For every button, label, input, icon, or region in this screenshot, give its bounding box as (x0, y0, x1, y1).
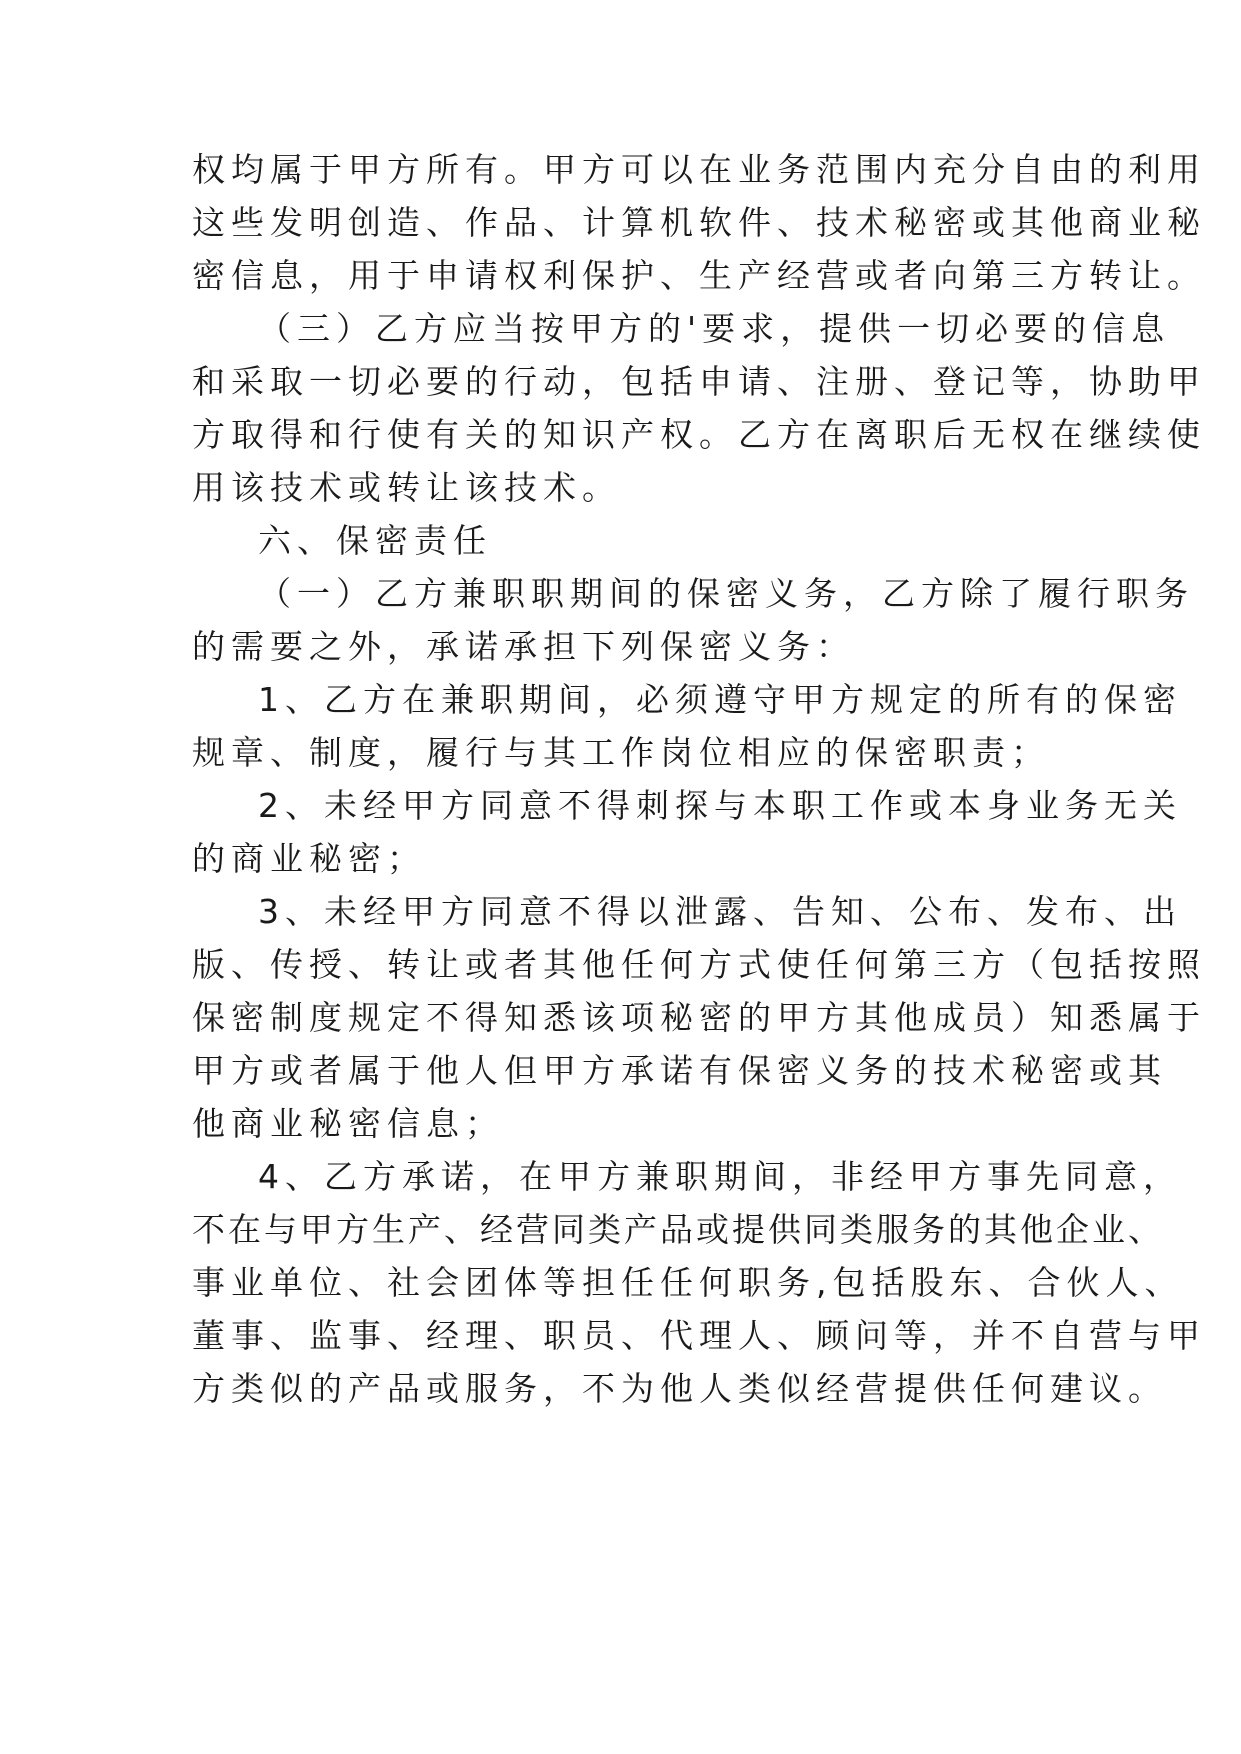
text-line: 的商业秘密； (192, 839, 426, 878)
text-line: 2、未经甲方同意不得刺探与本职工作或本身业务无关 (258, 786, 1182, 825)
text-line: （三）乙方应当按甲方的'要求，提供一切必要的信息 (258, 309, 1171, 348)
text-line: 密信息，用于申请权利保护、生产经营或者向第三方转让。 (192, 256, 1206, 295)
text-line: 和采取一切必要的行动，包括申请、注册、登记等，协助甲 (192, 362, 1206, 401)
text-line: 版、传授、转让或者其他任何方式使任何第三方（包括按照 (192, 945, 1206, 984)
text-line: 的需要之外，承诺承担下列保密义务： (192, 627, 855, 666)
text-line: 3、未经甲方同意不得以泄露、告知、公布、发布、出 (258, 892, 1182, 931)
text-line: 4、乙方承诺，在甲方兼职期间，非经甲方事先同意， (258, 1157, 1182, 1196)
text-line: 方类似的产品或服务，不为他人类似经营提供任何建议。 (192, 1369, 1167, 1408)
text-line: 规章、制度，履行与其工作岗位相应的保密职责； (192, 733, 1050, 772)
text-line: 1、乙方在兼职期间，必须遵守甲方规定的所有的保密 (258, 680, 1182, 719)
text-line: 方取得和行使有关的知识产权。乙方在离职后无权在继续使 (192, 415, 1206, 454)
text-line: （一）乙方兼职职期间的保密义务，乙方除了履行职务 (258, 574, 1194, 613)
text-line: 他商业秘密信息； (192, 1104, 504, 1143)
section-heading: 六、保密责任 (258, 521, 492, 560)
text-line: 甲方或者属于他人但甲方承诺有保密义务的技术秘密或其 (192, 1051, 1167, 1090)
text-line: 保密制度规定不得知悉该项秘密的甲方其他成员）知悉属于 (192, 998, 1206, 1037)
text-line: 用该技术或转让该技术。 (192, 468, 621, 507)
text-line: 事业单位、社会团体等担任任何职务,包括股东、合伙人、 (192, 1263, 1184, 1302)
text-line: 董事、监事、经理、职员、代理人、顾问等，并不自营与甲 (192, 1316, 1206, 1355)
text-line: 不在与甲方生产、经营同类产品或提供同类服务的其他企业、 (192, 1210, 1164, 1249)
text-line: 权均属于甲方所有。甲方可以在业务范围内充分自由的利用 (192, 150, 1206, 189)
text-line: 这些发明创造、作品、计算机软件、技术秘密或其他商业秘 (192, 203, 1206, 242)
